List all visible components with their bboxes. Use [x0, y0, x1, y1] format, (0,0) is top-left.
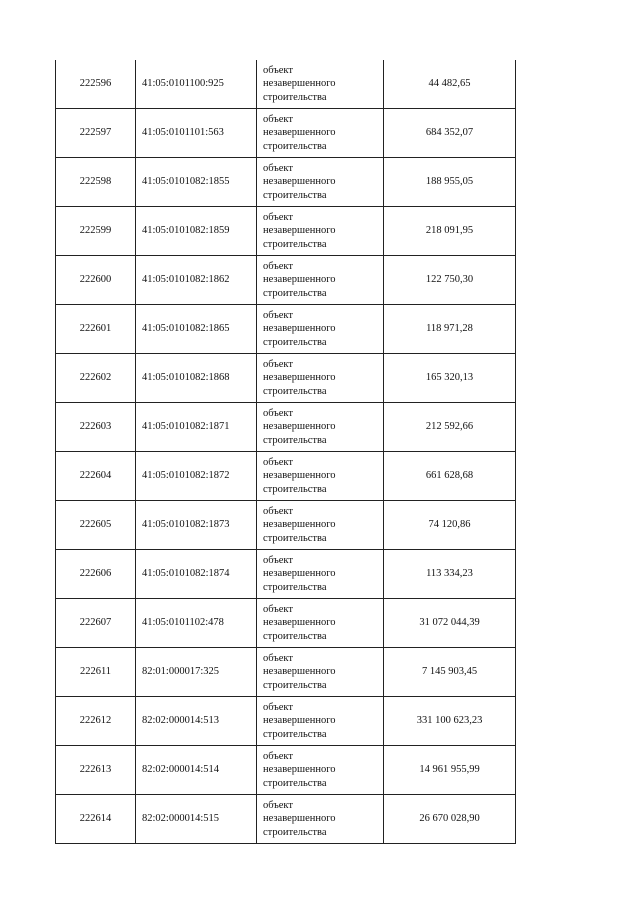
cadastral-value: 74 120,86: [384, 501, 516, 550]
object-type-line: объект: [263, 456, 293, 468]
cadastral-value: 661 628,68: [384, 452, 516, 501]
cadastral-value: 14 961 955,99: [384, 746, 516, 795]
object-type: [257, 697, 384, 746]
object-type-line: незавершенного: [263, 78, 336, 90]
object-type-line: незавершенного: [263, 715, 336, 727]
cadastral-value: 188 955,05: [384, 158, 516, 207]
object-type: [257, 599, 384, 648]
object-type-line: незавершенного: [263, 519, 336, 531]
row-number: 222597: [56, 109, 136, 158]
object-type-line: объект: [263, 113, 293, 125]
table-row: [56, 550, 516, 599]
table-row: [56, 746, 516, 795]
cadastral-value: 218 091,95: [384, 207, 516, 256]
row-number: 222599: [56, 207, 136, 256]
cadastral-number: 82:02:000014:514: [136, 746, 257, 795]
row-number: 222612: [56, 697, 136, 746]
object-type-line: незавершенного: [263, 323, 336, 335]
object-type-line: строительства: [263, 483, 327, 495]
cadastral-number: 41:05:0101082:1873: [136, 501, 257, 550]
row-number: 222606: [56, 550, 136, 599]
object-type-line: строительства: [263, 581, 327, 593]
object-type-line: незавершенного: [263, 470, 336, 482]
cadastral-value: 118 971,28: [384, 305, 516, 354]
object-type-line: строительства: [263, 385, 327, 397]
object-type-line: незавершенного: [263, 813, 336, 825]
object-type-line: строительства: [263, 91, 327, 103]
object-type: [257, 354, 384, 403]
object-type: [257, 795, 384, 844]
object-type-line: объект: [263, 358, 293, 370]
object-type-line: строительства: [263, 532, 327, 544]
object-type: [257, 501, 384, 550]
cadastral-number: 41:05:0101102:478: [136, 599, 257, 648]
object-type-line: объект: [263, 407, 293, 419]
table-row: [56, 158, 516, 207]
cadastral-number: 41:05:0101082:1874: [136, 550, 257, 599]
row-number: 222602: [56, 354, 136, 403]
object-type: [257, 452, 384, 501]
cadastral-number: 41:05:0101101:563: [136, 109, 257, 158]
object-type-line: незавершенного: [263, 372, 336, 384]
cadastral-number: 82:01:000017:325: [136, 648, 257, 697]
row-number: 222611: [56, 648, 136, 697]
object-type-line: строительства: [263, 630, 327, 642]
row-number: 222598: [56, 158, 136, 207]
cadastral-number: 41:05:0101082:1872: [136, 452, 257, 501]
object-type-line: строительства: [263, 238, 327, 250]
cadastral-value: 212 592,66: [384, 403, 516, 452]
row-number: 222603: [56, 403, 136, 452]
table-row: [56, 305, 516, 354]
object-type: [257, 550, 384, 599]
object-type-line: незавершенного: [263, 274, 336, 286]
cadastral-number: 41:05:0101082:1859: [136, 207, 257, 256]
table-row: [56, 599, 516, 648]
row-number: 222601: [56, 305, 136, 354]
table-row: [56, 452, 516, 501]
cadastral-value: 113 334,23: [384, 550, 516, 599]
row-number: 222613: [56, 746, 136, 795]
cadastral-value: 26 670 028,90: [384, 795, 516, 844]
object-type: [257, 60, 384, 109]
object-type: [257, 158, 384, 207]
table-row: [56, 207, 516, 256]
object-type-line: объект: [263, 652, 293, 664]
object-type-line: строительства: [263, 287, 327, 299]
cadastral-value: 44 482,65: [384, 60, 516, 109]
object-type-line: объект: [263, 309, 293, 321]
table-row: [56, 648, 516, 697]
object-type: [257, 403, 384, 452]
table-row: [56, 256, 516, 305]
object-type-line: объект: [263, 799, 293, 811]
object-type-line: строительства: [263, 679, 327, 691]
object-type-line: незавершенного: [263, 225, 336, 237]
object-type-line: незавершенного: [263, 127, 336, 139]
object-type-line: объект: [263, 750, 293, 762]
cadastral-number: 41:05:0101082:1862: [136, 256, 257, 305]
object-type-line: объект: [263, 603, 293, 615]
object-type: [257, 109, 384, 158]
object-type: [257, 648, 384, 697]
object-type: [257, 746, 384, 795]
object-type-line: объект: [263, 701, 293, 713]
table-row: [56, 697, 516, 746]
object-type-line: строительства: [263, 140, 327, 152]
object-type-line: строительства: [263, 434, 327, 446]
registry-table: [55, 60, 516, 844]
object-type-line: незавершенного: [263, 421, 336, 433]
cadastral-value: 331 100 623,23: [384, 697, 516, 746]
object-type-line: строительства: [263, 826, 327, 838]
object-type-line: строительства: [263, 728, 327, 740]
object-type: [257, 207, 384, 256]
object-type-line: объект: [263, 554, 293, 566]
cadastral-number: 41:05:0101082:1871: [136, 403, 257, 452]
object-type: [257, 305, 384, 354]
object-type-line: строительства: [263, 336, 327, 348]
row-number: 222614: [56, 795, 136, 844]
object-type-line: незавершенного: [263, 176, 336, 188]
table-row: [56, 354, 516, 403]
row-number: 222596: [56, 60, 136, 109]
cadastral-value: 165 320,13: [384, 354, 516, 403]
table-row: [56, 403, 516, 452]
cadastral-number: 41:05:0101082:1868: [136, 354, 257, 403]
table-row: [56, 109, 516, 158]
cadastral-value: 31 072 044,39: [384, 599, 516, 648]
object-type-line: незавершенного: [263, 617, 336, 629]
object-type: [257, 256, 384, 305]
document-page: [55, 60, 515, 844]
object-type-line: объект: [263, 64, 293, 76]
object-type-line: незавершенного: [263, 764, 336, 776]
object-type-line: объект: [263, 260, 293, 272]
object-type-line: строительства: [263, 189, 327, 201]
table-row: [56, 795, 516, 844]
cadastral-number: 41:05:0101100:925: [136, 60, 257, 109]
cadastral-value: 684 352,07: [384, 109, 516, 158]
cadastral-value: 122 750,30: [384, 256, 516, 305]
row-number: 222607: [56, 599, 136, 648]
object-type-line: объект: [263, 162, 293, 174]
table-row: [56, 60, 516, 109]
row-number: 222605: [56, 501, 136, 550]
cadastral-number: 82:02:000014:513: [136, 697, 257, 746]
row-number: 222604: [56, 452, 136, 501]
object-type-line: незавершенного: [263, 568, 336, 580]
cadastral-value: 7 145 903,45: [384, 648, 516, 697]
cadastral-number: 41:05:0101082:1865: [136, 305, 257, 354]
registry-table-body: [56, 60, 516, 844]
object-type-line: объект: [263, 505, 293, 517]
object-type-line: строительства: [263, 777, 327, 789]
cadastral-number: 82:02:000014:515: [136, 795, 257, 844]
row-number: 222600: [56, 256, 136, 305]
table-row: [56, 501, 516, 550]
cadastral-number: 41:05:0101082:1855: [136, 158, 257, 207]
object-type-line: незавершенного: [263, 666, 336, 678]
object-type-line: объект: [263, 211, 293, 223]
